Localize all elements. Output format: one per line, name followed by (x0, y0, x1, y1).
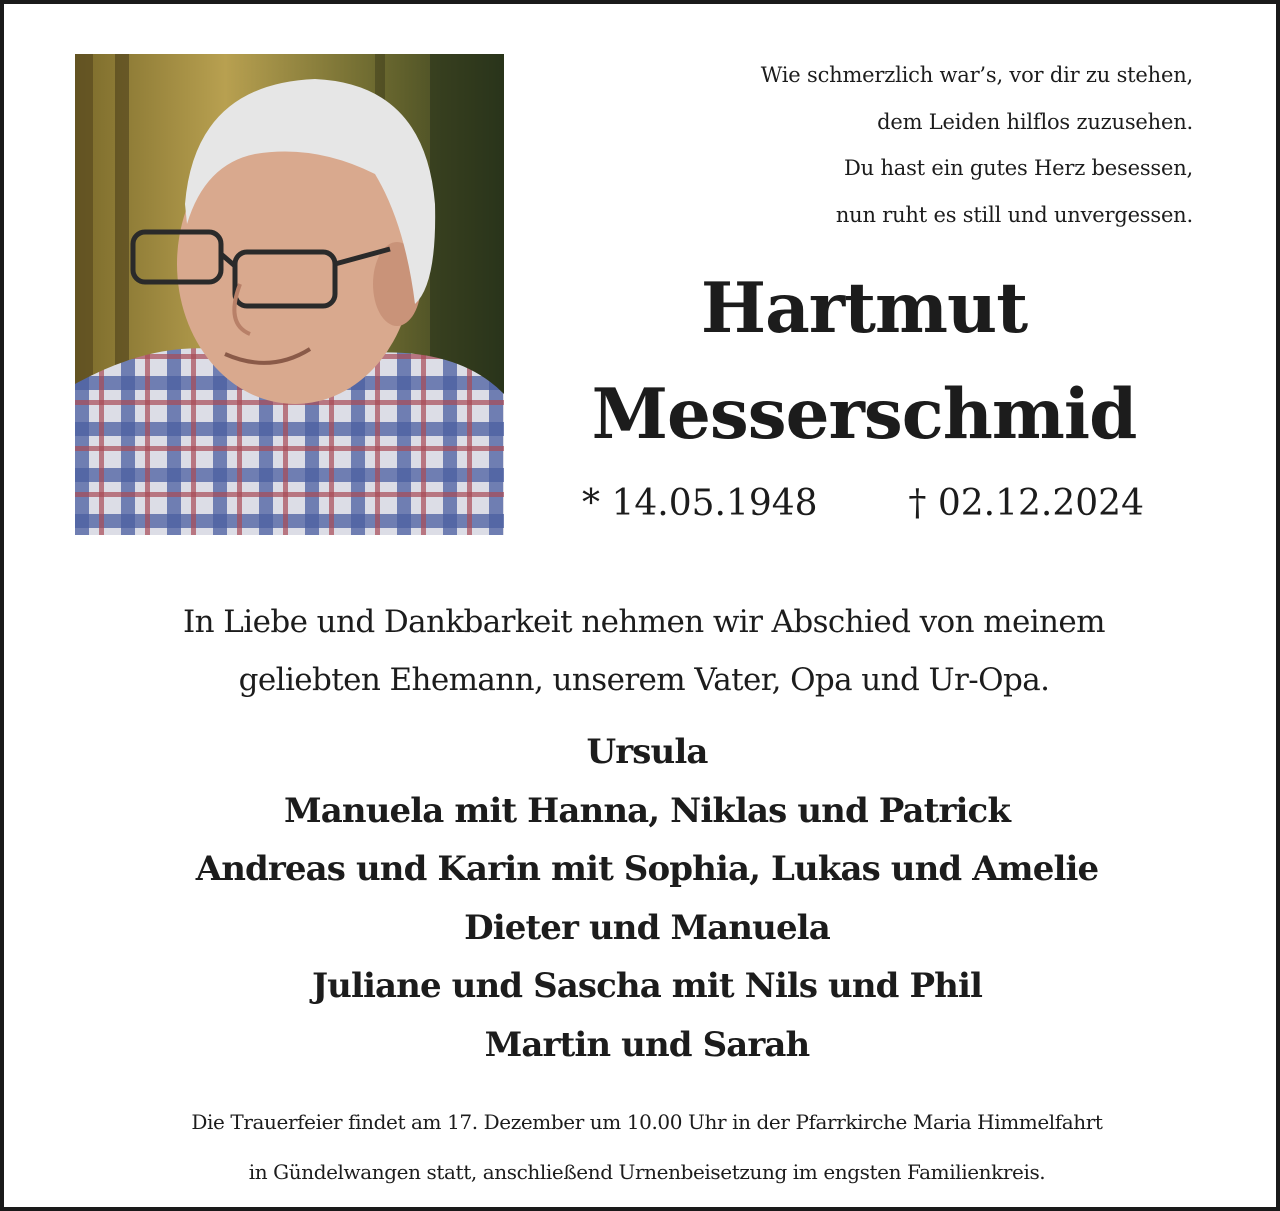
farewell-line: In Liebe und Dankbarkeit nehmen wir Abschied von meinem (183, 604, 1105, 640)
mourner-line: Ursula (586, 732, 708, 772)
service-notice (4, 1097, 1280, 1197)
mourner-line: Andreas und Karin mit Sophia, Lukas und Amelie (195, 849, 1099, 890)
poem-line: Du hast ein gutes Herz besessen, (844, 156, 1193, 180)
poem-line: dem Leiden hilflos zuzusehen. (877, 109, 1193, 134)
last-name: Messerschmid (591, 374, 1137, 455)
birth-date: * 14.05.1948 (582, 483, 818, 524)
deceased-name (564, 256, 1164, 468)
mourner-line: Juliane und Sascha mit Nils und Phil (311, 966, 982, 1007)
mourner-line: Manuela mit Hanna, Niklas und Patrick (284, 790, 1010, 831)
mourner-line: Martin und Sarah (484, 1024, 810, 1065)
death-date: † 02.12.2024 (908, 483, 1144, 524)
portrait-photo (75, 54, 504, 535)
farewell-text (4, 593, 1280, 709)
farewell-line: geliebten Ehemann, unserem Vater, Opa und Ur-Opa. (238, 662, 1050, 698)
mourner-line: Dieter und Manuela (464, 907, 830, 948)
service-line: in Gündelwangen statt, anschließend Urnenbeisetzung im engsten Familienkreis. (248, 1160, 1046, 1184)
first-name: Hartmut (700, 268, 1028, 349)
poem-line: Wie schmerzlich war’s, vor dir zu stehen, (760, 63, 1193, 87)
service-line: Die Trauerfeier findet am 17. Dezember um 10.00 Uhr in der Pfarrkirche Maria Himmelfahrt (191, 1110, 1103, 1134)
poem (633, 52, 1193, 238)
mourners-list (4, 723, 1280, 1075)
poem-line: nun ruht es still und unvergessen. (835, 202, 1193, 227)
